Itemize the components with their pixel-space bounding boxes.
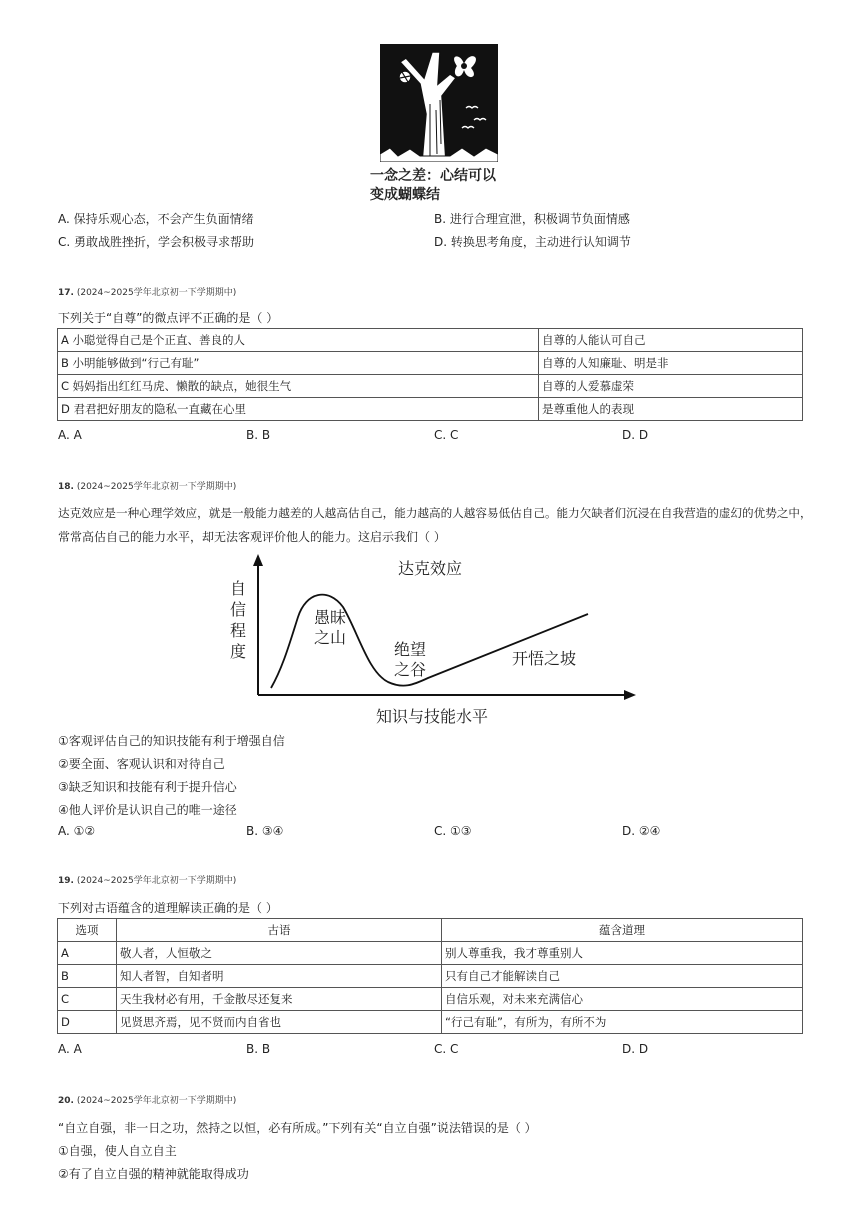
- table-cell: D 君君把好朋友的隐私一直藏在心里: [58, 398, 539, 421]
- q20-statement-2: ②有了自立自强的精神就能取得成功: [58, 1167, 249, 1181]
- q18-stem-line2: 常常高估自己的能力水平，却无法客观评价他人的能力。这启示我们（ ）: [58, 530, 446, 544]
- table-cell: 自尊的人爱慕虚荣: [539, 375, 803, 398]
- table-row: [58, 375, 803, 398]
- q18-option-b: B. ③④: [246, 824, 284, 838]
- q17-header: [58, 285, 236, 298]
- tree-butterfly-knot-cartoon: [380, 44, 498, 162]
- table-cell: A: [58, 942, 117, 965]
- peak-label-line: 愚昧: [314, 608, 347, 627]
- valley-label: [394, 640, 426, 680]
- q18-source: (2024~2025学年北京初一下学期期中): [76, 482, 237, 492]
- table-cell: A 小聪觉得自己是个正直、善良的人: [58, 329, 539, 352]
- table-cell: 自信乐观，对未来充满信心: [442, 988, 803, 1011]
- q18-option-c: C. ①③: [434, 824, 472, 838]
- q17-option-d: D. D: [622, 428, 649, 442]
- q18-statement-4: ④他人评价是认识自己的唯一途径: [58, 803, 237, 817]
- q18-number: 18.: [58, 482, 74, 492]
- q16-option-b: B. 进行合理宣泄，积极调节负面情感: [434, 212, 630, 226]
- table-row: [58, 398, 803, 421]
- table-cell: 自尊的人知廉耻、明是非: [539, 352, 803, 375]
- table-cell: 自尊的人能认可自己: [539, 329, 803, 352]
- q16-option-c: C. 勇敢战胜挫折，学会积极寻求帮助: [58, 235, 255, 249]
- table-cell: “行己有耻”，有所为，有所不为: [442, 1011, 803, 1034]
- table-row: [58, 988, 803, 1011]
- q19-number: 19.: [58, 876, 74, 886]
- q16-option-a: A. 保持乐观心态，不会产生负面情绪: [58, 212, 254, 226]
- q17-table: [57, 328, 803, 421]
- table-cell: 知人者智，自知者明: [117, 965, 442, 988]
- q18-header: [58, 479, 236, 492]
- q17-option-a: A. A: [58, 428, 82, 442]
- q18-statement-3: ③缺乏知识和技能有利于提升信心: [58, 780, 237, 794]
- q20-statement-1: ①自强，使人自立自主: [58, 1144, 177, 1158]
- q17-option-c: C. C: [434, 428, 459, 442]
- figure-title: 达克效应: [398, 559, 463, 578]
- ylabel-char: 自: [230, 579, 247, 598]
- table-cell: 见贤思齐焉，见不贤而内自省也: [117, 1011, 442, 1034]
- q19-table: [57, 918, 803, 1034]
- q17-stem: 下列关于“自尊”的微点评不正确的是（ ）: [58, 311, 279, 325]
- ylabel-char: 信: [230, 600, 247, 619]
- table-header-cell: 古语: [117, 919, 442, 942]
- table-cell: 是尊重他人的表现: [539, 398, 803, 421]
- q16-option-d: D. 转换思考角度，主动进行认知调节: [434, 235, 631, 249]
- peak-label: [314, 608, 346, 648]
- q19-source: (2024~2025学年北京初一下学期期中): [76, 876, 237, 886]
- q19-option-c: C. C: [434, 1042, 459, 1056]
- table-row: [58, 942, 803, 965]
- q18-statement-1: ①客观评估自己的知识技能有利于增强自信: [58, 734, 285, 748]
- q19-header: [58, 873, 236, 886]
- q18-stem-line1: 达克效应是一种心理学效应，就是一般能力越差的人越高估自己，能力越高的人越容易低估自己。能力欠缺者们沉浸在自我营造的虚幻的优势之中，: [58, 506, 812, 520]
- cartoon-caption-line2: 变成蝴蝶结: [370, 187, 440, 203]
- ylabel-char: 度: [230, 642, 247, 661]
- q19-option-a: A. A: [58, 1042, 82, 1056]
- q20-number: 20.: [58, 1096, 74, 1106]
- cartoon-caption-line1: 一念之差：心结可以: [370, 168, 496, 184]
- table-header-cell: 蕴含道理: [442, 919, 803, 942]
- q19-option-b: B. B: [246, 1042, 271, 1056]
- peak-label-line: 之山: [314, 628, 347, 647]
- table-cell: 天生我材必有用，千金散尽还复来: [117, 988, 442, 1011]
- table-cell: C 妈妈指出红红马虎、懒散的缺点，她很生气: [58, 375, 539, 398]
- table-header-cell: 选项: [58, 919, 117, 942]
- table-row: [58, 1011, 803, 1034]
- valley-label-line: 绝望: [394, 640, 427, 659]
- table-cell: C: [58, 988, 117, 1011]
- q18-option-d: D. ②④: [622, 824, 661, 838]
- ylabel-char: 程: [230, 621, 247, 640]
- q17-option-b: B. B: [246, 428, 271, 442]
- valley-label-line: 之谷: [394, 660, 427, 679]
- q17-number: 17.: [58, 288, 74, 298]
- q17-source: (2024~2025学年北京初一下学期期中): [76, 288, 237, 298]
- q18-option-a: A. ①②: [58, 824, 96, 838]
- q19-option-d: D. D: [622, 1042, 649, 1056]
- figure-ylabel: [230, 578, 250, 662]
- table-row: [58, 329, 803, 352]
- table-header-row: [58, 919, 803, 942]
- slope-label: 开悟之坡: [512, 649, 577, 668]
- q20-header: [58, 1093, 236, 1106]
- q20-stem: “自立自强，非一日之功，然持之以恒，必有所成。”下列有关“自立自强”说法错误的是（ ）: [58, 1121, 537, 1135]
- figure-xlabel: 知识与技能水平: [376, 707, 489, 726]
- table-cell: B: [58, 965, 117, 988]
- q20-source: (2024~2025学年北京初一下学期期中): [76, 1096, 237, 1106]
- table-cell: 别人尊重我，我才尊重别人: [442, 942, 803, 965]
- q18-statement-2: ②要全面、客观认识和对待自己: [58, 757, 225, 771]
- table-row: [58, 352, 803, 375]
- table-cell: 敬人者，人恒敬之: [117, 942, 442, 965]
- table-row: [58, 965, 803, 988]
- table-cell: B 小明能够做到“行己有耻”: [58, 352, 539, 375]
- q19-stem: 下列对古语蕴含的道理解读正确的是（ ）: [58, 901, 278, 915]
- table-cell: D: [58, 1011, 117, 1034]
- dunning-kruger-figure: [228, 552, 640, 728]
- table-cell: 只有自己才能解读自己: [442, 965, 803, 988]
